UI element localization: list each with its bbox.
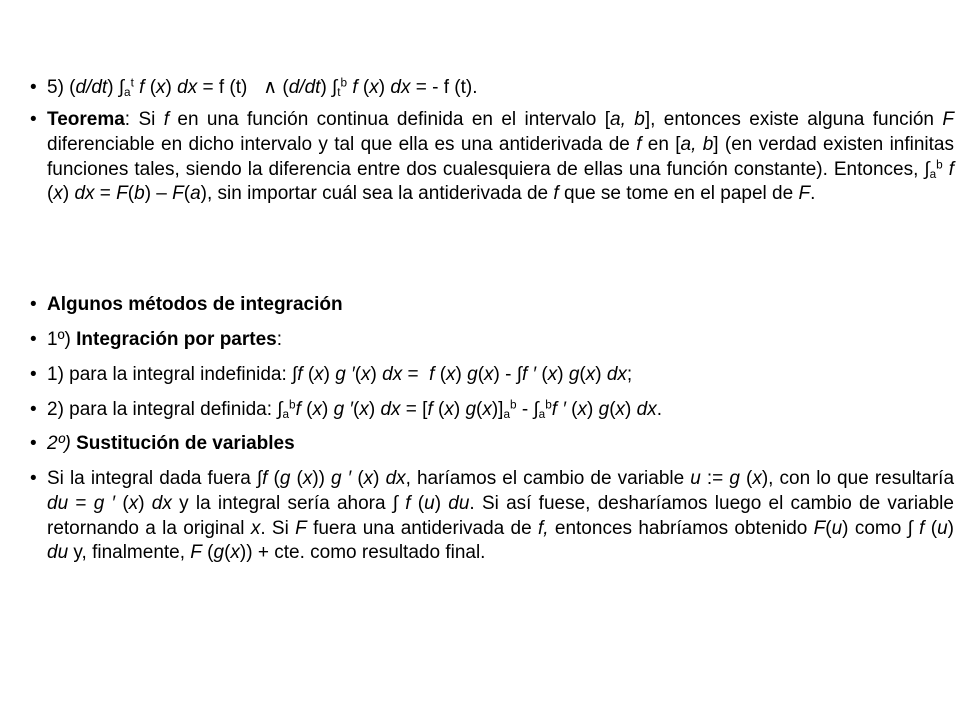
bullet-icon: • <box>30 364 37 385</box>
bullet-item-sustitucion <box>30 432 954 457</box>
indefinida-text: 1) para la integral indefinida: ∫f (x) g ′(x) dx = f (x) g(x) - ∫f ′ (x) g(x) dx; <box>47 364 633 385</box>
bullet-item-teorema <box>30 108 954 207</box>
bullet-item-metodos <box>30 293 954 318</box>
bullet-icon: • <box>30 77 37 98</box>
bullet-icon: • <box>30 399 37 420</box>
bullet-icon: • <box>30 468 37 489</box>
bullet-icon: • <box>30 294 37 315</box>
bullet-item-sustitucion-paragraph <box>30 467 954 566</box>
bullet-icon: • <box>30 329 37 350</box>
metodos-heading: Algunos métodos de integración <box>47 294 343 315</box>
bullet-item-indefinida <box>30 363 954 388</box>
logical-and-icon: ∧ <box>263 77 278 98</box>
partes-heading: 1º) Integración por partes: <box>47 329 283 350</box>
bullet-icon: • <box>30 433 37 454</box>
sustitucion-heading: 2º) Sustitución de variables <box>47 433 295 454</box>
sustitucion-text: Si la integral dada fuera ∫f (g (x)) g ′ (x) dx, haríamos el cambio de variable u := g (x), con lo que resultaría du = g ′ (x) dx y la integral sería ahora ∫ f (u) du. Si así fuese, desharíamos luego el cambio de variable retornando a la original x. Si F fuera una antiderivada de f, entonces habríamos obtenido F(u) como ∫ f (u) du y, finalmente, F (g(x)) + cte. como resultado final. <box>47 468 955 564</box>
teorema-label: Teorema <box>47 109 125 130</box>
bullet-item-partes <box>30 328 954 353</box>
bullet-icon: • <box>30 109 37 130</box>
bullet-item-derivatives <box>30 76 954 101</box>
definida-text: 2) para la integral definida: $\int_a^bf$ (x) g ′(x) dx = [f (x) $g(x)]_a^b - \int_a^bf$ ′ (x) g(x) dx. <box>47 398 662 421</box>
derivatives-text: 5) (d/dt) $\int_a^t$ f (x) dx = f (t) ∧ (d/dt) $\int_t^b$ f (x) dx = - f (t). <box>47 76 478 99</box>
teorema-text: Teorema: Si f en una función continua definida en el intervalo [a, b], entonces existe alguna función F diferenciable en dicho intervalo y tal que ella es una antiderivada de f en [a, b] (en verdad existen infinitas funciones tales, siendo la diferencia entre dos cualesquiera de ellas una función constante). Entonces, $\int_a^b$ f (x) dx = F(b) – F(a), sin importar cuál sea la antiderivada de f que se tome en el papel de F. <box>47 109 954 205</box>
bullet-item-definida <box>30 398 954 423</box>
